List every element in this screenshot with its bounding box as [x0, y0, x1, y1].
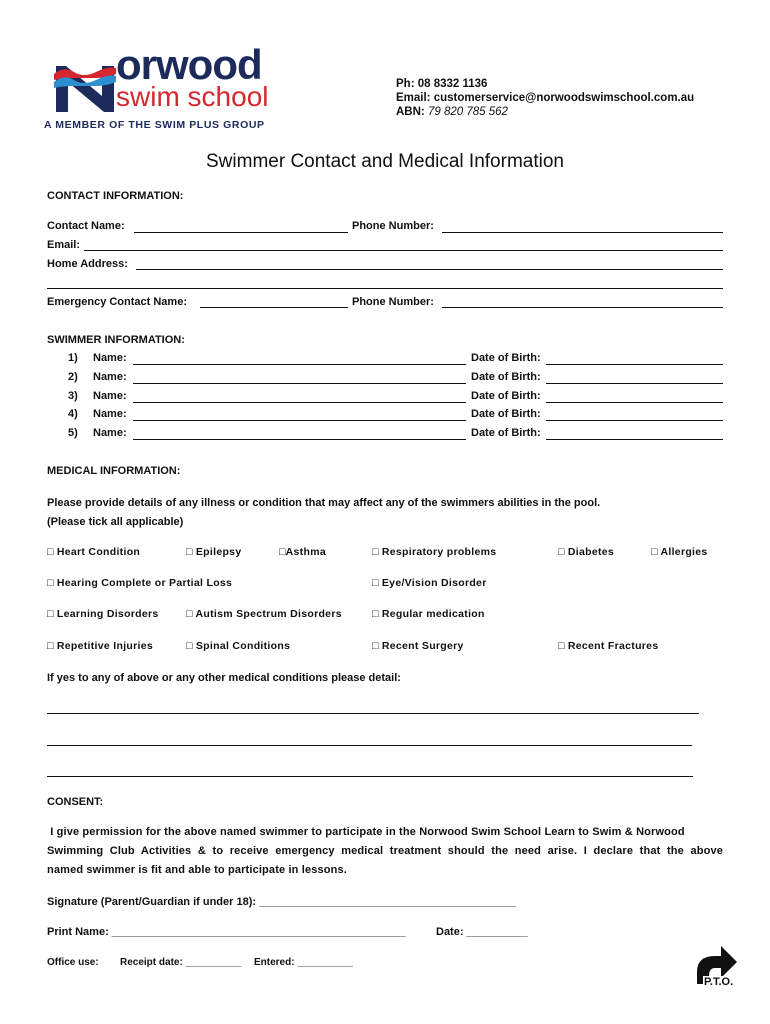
phone-number-label: Phone Number:	[352, 220, 434, 232]
abn-value: 79 820 785 562	[427, 106, 508, 118]
consent-text-line-3: named swimmer is fit and able to participate in lessons.	[47, 864, 347, 876]
home-address-label: Home Address:	[47, 258, 128, 270]
label-heart-condition: Heart Condition	[56, 546, 141, 558]
consent-text-line-1: I give permission for the above named swimmer to participate in the Norwood Swim School Learn to Swim & Norwood	[47, 826, 685, 838]
label-repetitive: Repetitive Injuries	[56, 640, 154, 652]
emergency-contact-field[interactable]	[200, 307, 348, 308]
label-autism: Autism Spectrum Disorders	[195, 608, 342, 620]
logo-tagline: A MEMBER OF THE SWIM PLUS GROUP	[44, 119, 265, 131]
label-respiratory: Respiratory problems	[381, 546, 497, 558]
email-field[interactable]	[84, 250, 723, 251]
header-phone: Ph: 08 8332 1136	[396, 78, 488, 90]
checkbox-icon: □	[279, 546, 286, 558]
checkbox-icon: □	[47, 546, 54, 558]
medical-intro: Please provide details of any illness or condition that may affect any of the swimmers abilities in the pool.	[47, 497, 601, 509]
pto-label: P.T.O.	[704, 976, 734, 988]
logo-word-orwood: orwood	[116, 41, 262, 88]
checkbox-spinal[interactable]	[186, 640, 290, 652]
label-diabetes: Diabetes	[567, 546, 615, 558]
checkbox-allergies[interactable]	[651, 546, 708, 558]
checkbox-icon: □	[372, 546, 379, 558]
checkbox-diabetes[interactable]	[558, 546, 614, 558]
swimmer-name-label: Name:	[93, 371, 127, 383]
logo-word-swim-school: swim school	[116, 81, 269, 112]
checkbox-recent-fractures[interactable]	[558, 640, 658, 652]
swimmer-name-field[interactable]	[133, 402, 466, 403]
checkbox-icon: □	[186, 608, 193, 620]
swimmer-dob-label: Date of Birth:	[471, 427, 541, 439]
swimmer-row-number: 2)	[68, 371, 78, 383]
page-title: Swimmer Contact and Medical Information	[206, 151, 564, 172]
medical-detail-line-2[interactable]	[47, 745, 692, 746]
label-asthma: Asthma	[285, 546, 326, 558]
swimmer-dob-field[interactable]	[546, 420, 723, 421]
swimmer-name-field[interactable]	[133, 439, 466, 440]
checkbox-epilepsy[interactable]	[186, 546, 241, 558]
swimmer-name-label: Name:	[93, 390, 127, 402]
home-address-field[interactable]	[136, 269, 723, 270]
checkbox-icon: □	[186, 640, 193, 652]
medical-detail-prompt: If yes to any of above or any other medical conditions please detail:	[47, 672, 401, 684]
logo	[44, 41, 324, 134]
swimmer-dob-label: Date of Birth:	[471, 371, 541, 383]
swimmer-name-field[interactable]	[133, 364, 466, 365]
swimmer-row-number: 3)	[68, 390, 78, 402]
swimmer-dob-label: Date of Birth:	[471, 408, 541, 420]
checkbox-hearing[interactable]	[47, 577, 232, 589]
swimmer-dob-field[interactable]	[546, 383, 723, 384]
checkbox-icon: □	[47, 640, 54, 652]
abn-label: ABN:	[396, 106, 425, 118]
contact-name-field[interactable]	[134, 232, 348, 233]
swimmer-dob-label: Date of Birth:	[471, 352, 541, 364]
checkbox-eye-vision[interactable]	[372, 577, 487, 589]
swimmer-row-number: 4)	[68, 408, 78, 420]
signature-field[interactable]: Signature (Parent/Guardian if under 18): __________________________________________	[47, 896, 517, 908]
label-allergies: Allergies	[660, 546, 708, 558]
label-spinal: Spinal Conditions	[195, 640, 291, 652]
swimmer-name-label: Name:	[93, 427, 127, 439]
checkbox-icon: □	[372, 640, 379, 652]
swimmer-row-number: 5)	[68, 427, 78, 439]
emergency-contact-label: Emergency Contact Name:	[47, 296, 187, 308]
logo-wave-icon	[52, 52, 118, 114]
home-address-field-2[interactable]	[47, 288, 723, 289]
contact-name-label: Contact Name:	[47, 220, 125, 232]
swimmer-dob-label: Date of Birth:	[471, 390, 541, 402]
contact-heading: CONTACT INFORMATION:	[47, 190, 184, 202]
phone-number-field-2[interactable]	[442, 307, 723, 308]
label-epilepsy: Epilepsy	[195, 546, 242, 558]
label-recent-surgery: Recent Surgery	[381, 640, 464, 652]
medical-detail-line-3[interactable]	[47, 776, 693, 777]
checkbox-icon: □	[47, 577, 54, 589]
swimmer-row-number: 1)	[68, 352, 78, 364]
date-field[interactable]: Date: __________	[436, 926, 528, 938]
office-use-label: Office use:	[47, 957, 99, 968]
checkbox-repetitive[interactable]	[47, 640, 153, 652]
checkbox-icon: □	[558, 640, 565, 652]
label-eye-vision: Eye/Vision Disorder	[381, 577, 487, 589]
swimmer-dob-field[interactable]	[546, 402, 723, 403]
checkbox-icon: □	[372, 577, 379, 589]
label-recent-fractures: Recent Fractures	[567, 640, 659, 652]
checkbox-heart-condition[interactable]	[47, 546, 140, 558]
checkbox-icon: □	[651, 546, 658, 558]
medical-detail-line-1[interactable]	[47, 713, 699, 714]
consent-text-line-2: Swimming Club Activities & to receive emergency medical treatment should the need arise. I declare that the above	[47, 845, 723, 857]
label-hearing: Hearing Complete or Partial Loss	[56, 577, 233, 589]
swimmer-name-label: Name:	[93, 408, 127, 420]
checkbox-respiratory[interactable]	[372, 546, 496, 558]
checkbox-autism[interactable]	[186, 608, 342, 620]
header-abn	[396, 106, 508, 118]
checkbox-learning[interactable]	[47, 608, 159, 620]
entered-field[interactable]: Entered: __________	[254, 957, 353, 968]
label-regular-medication: Regular medication	[381, 608, 485, 620]
swimmer-name-label: Name:	[93, 352, 127, 364]
checkbox-regular-medication[interactable]	[372, 608, 485, 620]
consent-heading: CONSENT:	[47, 796, 104, 808]
checkbox-recent-surgery[interactable]	[372, 640, 464, 652]
checkbox-icon: □	[186, 546, 193, 558]
print-name-field[interactable]: Print Name: ________________________________________________	[47, 926, 406, 938]
medical-heading: MEDICAL INFORMATION:	[47, 465, 181, 477]
swimmer-heading: SWIMMER INFORMATION:	[47, 334, 185, 346]
swimmer-dob-field[interactable]	[546, 364, 723, 365]
email-label: Email:	[47, 239, 81, 251]
checkbox-asthma[interactable]	[279, 546, 326, 558]
medical-intro-note: (Please tick all applicable)	[47, 516, 184, 528]
phone-number-field[interactable]	[442, 232, 723, 233]
phone-number-label-2: Phone Number:	[352, 296, 434, 308]
checkbox-icon: □	[372, 608, 379, 620]
header-email: Email: customerservice@norwoodswimschool.com.au	[396, 92, 695, 104]
checkbox-icon: □	[558, 546, 565, 558]
label-learning: Learning Disorders	[56, 608, 159, 620]
receipt-date-field[interactable]: Receipt date: __________	[120, 957, 242, 968]
swimmer-name-field[interactable]	[133, 383, 466, 384]
swimmer-name-field[interactable]	[133, 420, 466, 421]
swimmer-dob-field[interactable]	[546, 439, 723, 440]
checkbox-icon: □	[47, 608, 54, 620]
